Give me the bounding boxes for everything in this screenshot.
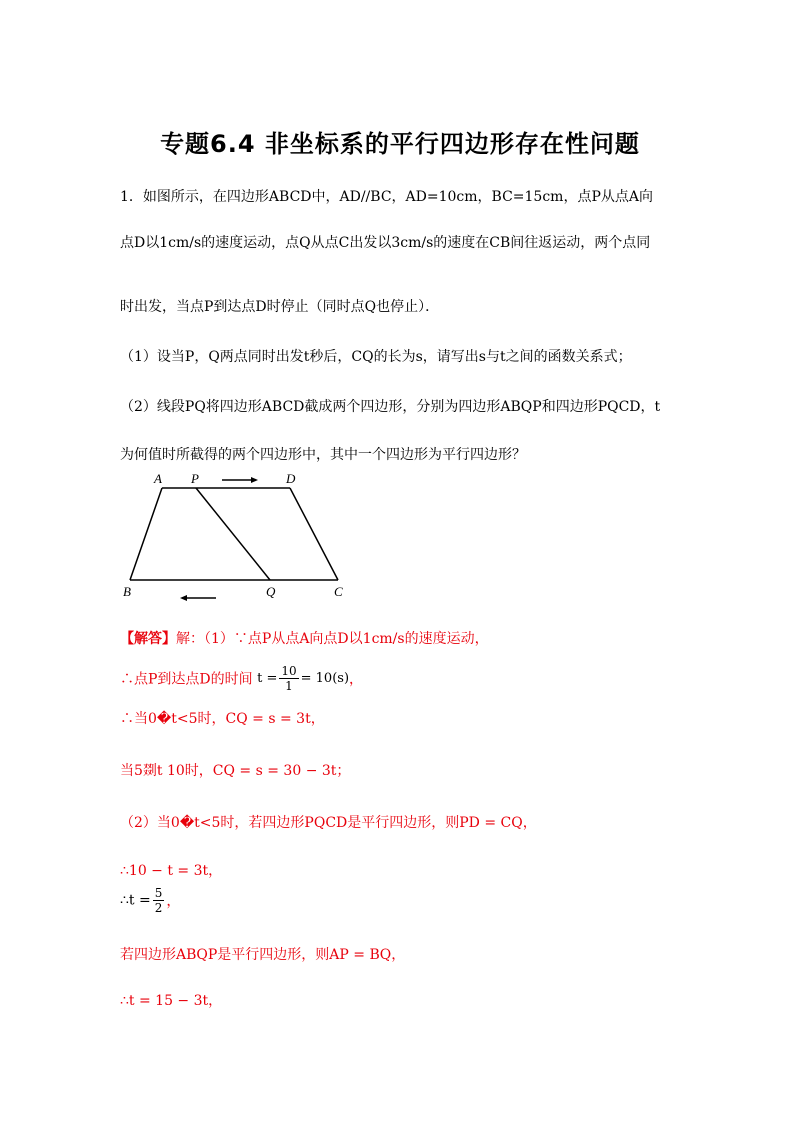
page-title: 专题6.4 非坐标系的平行四边形存在性问题 xyxy=(160,130,640,158)
solution-line-1-text: 解：（1）∵点P从点A向点D以1cm/s的速度运动， xyxy=(176,631,489,647)
solution-line-3: ∴当0�t<5时，CQ = s = 3t， xyxy=(120,711,325,727)
label-c: C xyxy=(334,584,343,599)
problem-line-1: 1．如图所示，在四边形ABCD中，AD//BC，AD=10cm，BC=15cm，点P从点A向 xyxy=(120,189,653,205)
solution-line-9: ∴t = 15 − 3t， xyxy=(120,993,223,1009)
solution-line-1 xyxy=(120,628,489,648)
formula-t-rhs: = 10(s) xyxy=(300,671,350,686)
solution-line-8: 若四边形ABQP是平行四边形，则AP = BQ， xyxy=(120,947,406,963)
fraction-denominator-2: 2 xyxy=(154,901,163,915)
label-p: P xyxy=(191,471,199,486)
question-1: （1）设当P，Q两点同时出发t秒后，CQ的长为s，请写出s与t之间的函数关系式； xyxy=(120,349,632,365)
arrow-left-head-icon xyxy=(180,595,187,601)
trapezoid-figure xyxy=(118,470,368,610)
comma: ， xyxy=(349,671,364,688)
solution-line-7 xyxy=(120,886,180,915)
label-b: B xyxy=(123,584,131,599)
formula-t-lhs-2: ∴t = xyxy=(120,892,151,909)
fraction-5-over-2 xyxy=(153,886,165,915)
formula-t-lhs: t = xyxy=(257,671,278,686)
fraction-numerator-2: 5 xyxy=(154,886,163,900)
comma-2: ， xyxy=(166,893,181,910)
problem-line-3: 时出发，当点P到达点D时停止（同时点Q也停止）． xyxy=(120,299,440,315)
solution-line-2-text: ∴点P到达点D的时间 xyxy=(120,671,253,688)
segment-dc xyxy=(290,488,338,580)
question-2-line-1: （2）线段PQ将四边形ABCD截成两个四边形，分别为四边形ABQP和四边形PQCD，t xyxy=(120,399,661,415)
solution-line-6: ∴10 − t = 3t， xyxy=(120,863,223,879)
label-d: D xyxy=(286,471,296,486)
solution-line-4: 当5剟t 10时，CQ = s = 30 − 3t； xyxy=(120,763,351,779)
label-a: A xyxy=(154,471,162,486)
solution-line-5: （2）当0�t<5时，若四边形PQCD是平行四边形，则PD = CQ， xyxy=(120,815,537,831)
question-2-line-2: 为何值时所截得的两个四边形中，其中一个四边形为平行四边形？ xyxy=(120,447,526,463)
solution-line-2 xyxy=(120,664,363,693)
label-q: Q xyxy=(266,584,276,599)
fraction-10-over-1 xyxy=(279,664,298,693)
solution-tag: 【解答】 xyxy=(120,631,176,647)
problem-line-2: 点D以1cm/s的速度运动，点Q从点C出发以3cm/s的速度在CB间往返运动，两个点同 xyxy=(120,235,651,251)
segment-pq xyxy=(196,488,270,580)
fraction-numerator: 10 xyxy=(281,664,297,678)
segment-ab xyxy=(130,488,162,580)
arrow-right-head-icon xyxy=(251,477,258,483)
fraction-denominator: 1 xyxy=(285,679,293,693)
